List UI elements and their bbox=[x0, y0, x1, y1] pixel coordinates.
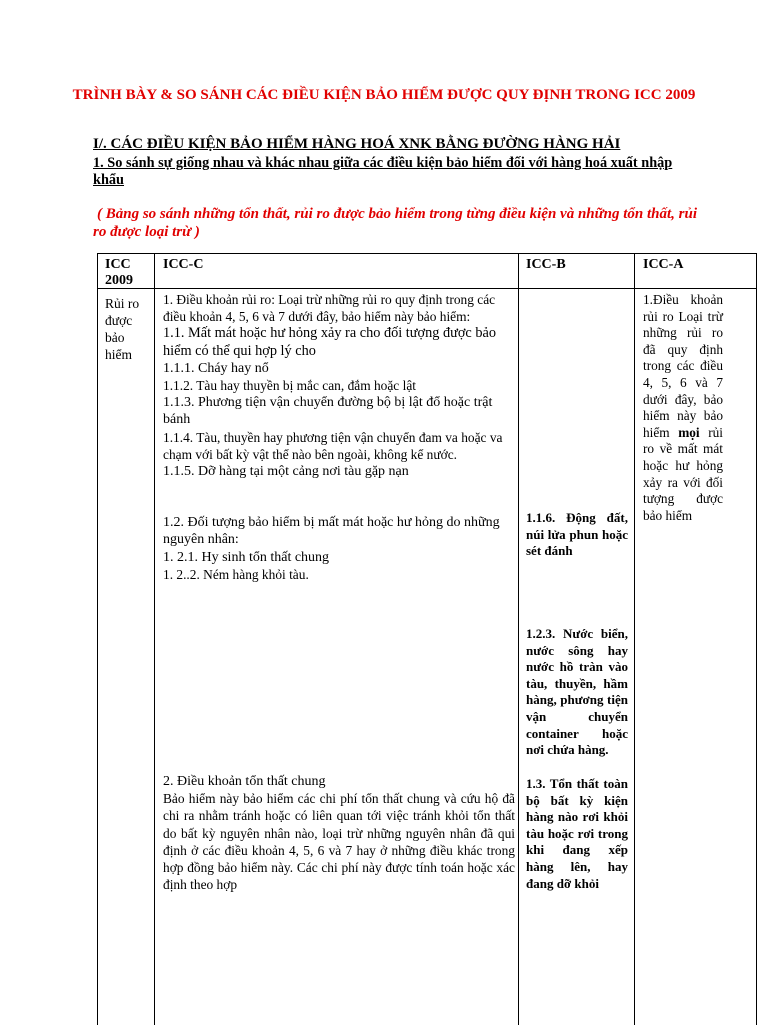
header-icc-c: ICC-C bbox=[163, 257, 204, 272]
document-title: TRÌNH BÀY & SO SÁNH CÁC ĐIỀU KIỆN BẢO HIỂM ĐƯỢC QUY ĐỊNH TRONG ICC 2009 bbox=[72, 87, 696, 103]
icc-b-clause-1-2-3: 1.2.3. Nước biển, nước sông hay nước hồ tràn vào tàu, thuyền, hầm hàng, phương tiện vận chuyển container hoặc nơi chứa hàng. bbox=[526, 626, 628, 758]
header-icc-a: ICC-A bbox=[643, 257, 684, 272]
subsection-heading: 1. So sánh sự giống nhau và khác nhau giữa các điều kiện bảo hiểm đối với hàng hoá xuất nhập khẩu bbox=[93, 155, 673, 188]
icc-a-text-2: rủi ro về mất mát hoặc hư hỏng xảy ra với đối tượng được bảo hiểm bbox=[643, 424, 724, 523]
icc-c-clause-1-1-2: 1.1.2. Tàu hay thuyền bị mắc can, đắm hoặc lật bbox=[163, 378, 416, 394]
header-icc-b: ICC-B bbox=[526, 257, 566, 272]
icc-b-clause-1-1-6: 1.1.6. Động đất, núi lửa phun hoặc sét đánh bbox=[526, 510, 628, 559]
icc-a-cell bbox=[643, 292, 723, 524]
icc-c-clause-1-2-1: 1. 2.1. Hy sinh tổn thất chung bbox=[163, 549, 330, 565]
icc-c-clause-1-1-1: 1.1.1. Cháy hay nổ bbox=[163, 360, 269, 376]
icc-c-clause-1-2: 1.2. Đối tượng bảo hiểm bị mất mát hoặc hư hỏng do những nguyên nhân: bbox=[163, 515, 500, 548]
icc-c-cell bbox=[163, 291, 515, 893]
icc-c-clause-2-title: 2. Điều khoản tổn thất chung bbox=[163, 774, 326, 790]
icc-c-clause-1-1-3: 1.1.3. Phương tiện vận chuyển đường bộ bị lật đổ hoặc trật bánh bbox=[163, 395, 493, 428]
icc-c-clause-1-1-4: 1.1.4. Tàu, thuyền hay phương tiện vận chuyển đam va hoặc va chạm với bất kỳ vật thể nào bên ngoài, không kể nước. bbox=[163, 429, 503, 462]
section-heading: I/. CÁC ĐIỀU KIỆN BẢO HIỂM HÀNG HOÁ XNK BẰNG ĐƯỜNG HÀNG HẢI bbox=[93, 136, 621, 152]
comparison-table bbox=[97, 253, 757, 1025]
table-caption-note: ( Bảng so sánh những tổn thất, rủi ro được bảo hiểm trong từng điều kiện và những tổn thất, rủi ro được loại trừ ) bbox=[93, 206, 697, 240]
icc-c-clause-1: 1. Điều khoản rủi ro: Loại trừ những rủi ro quy định trong các điều khoản 4, 5, 6 và 7 dưới đây, bảo hiểm này bảo hiểm: bbox=[163, 292, 496, 325]
header-icc-2009: ICC 2009 bbox=[105, 257, 133, 288]
icc-c-clause-1-1: 1.1. Mất mát hoặc hư hỏng xảy ra cho đối tượng được bảo hiểm có thể qui hợp lý cho bbox=[163, 325, 496, 359]
icc-a-text-1: 1.Điều khoản rủi ro Loại trừ những rủi ro đã quy định trong các điều 4, 5, 6 và 7 dưới đây, bảo hiểm này bảo hiểm bbox=[643, 292, 723, 440]
row-label-covered-risks: Rủi ro được bảo hiểm bbox=[105, 296, 140, 362]
icc-b-clause-1-3: 1.3. Tổn thất toàn bộ bất kỳ kiện hàng nào rơi khỏi tàu hoặc rơi trong khi đang xếp hàng lên, hay đang dỡ khỏi bbox=[526, 776, 628, 891]
icc-a-emphasis: mọi bbox=[678, 424, 700, 440]
icc-c-clause-2-text: Bảo hiểm này bảo hiểm các chi phí tổn thất chung và cứu hộ đã chi ra nhằm tránh hoặc có liên quan tới việc tránh khỏi tổn thất do bất kỳ nguyên nhân nào, loại trừ những nguyên nhân đã qui định ở các điều khoản 4, 5, 6 và 7 hay ở những điều khác trong hợp đồng bảo hiểm này. Các chi phí này được tính toán hoặc xác định theo hợp bbox=[163, 791, 515, 893]
icc-c-clause-1-1-5: 1.1.5. Dỡ hàng tại một cảng nơi tàu gặp nạn bbox=[163, 464, 409, 480]
icc-c-clause-1-2-2: 1. 2..2. Ném hàng khỏi tàu. bbox=[163, 566, 309, 582]
